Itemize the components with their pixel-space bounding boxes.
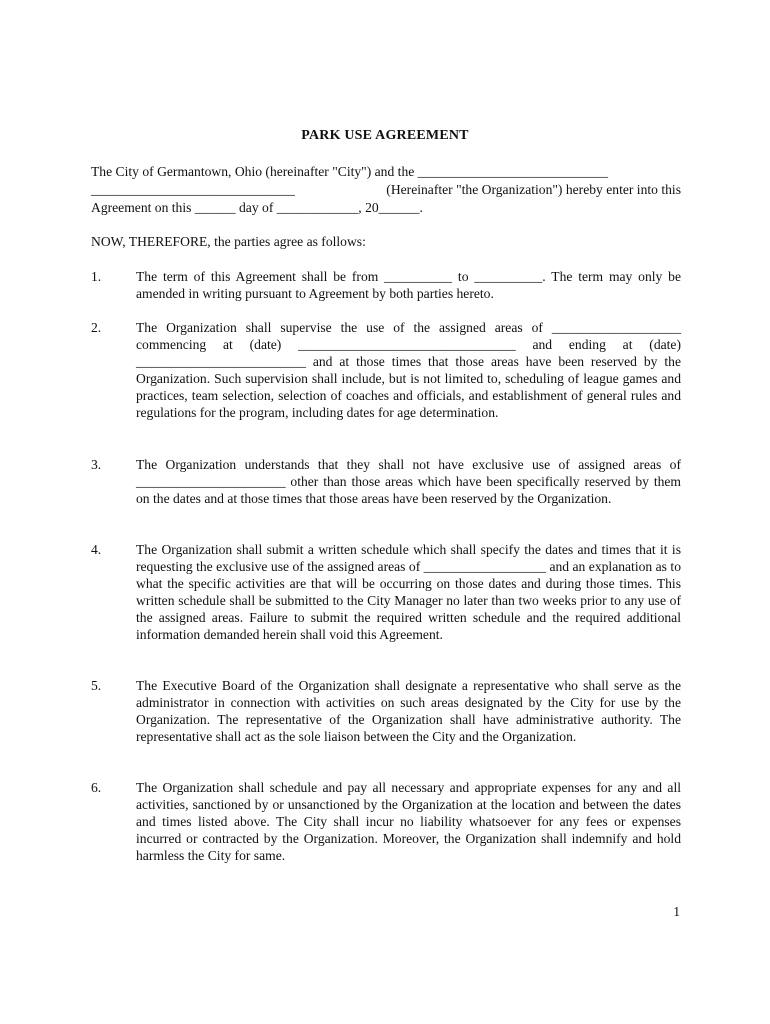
clause-text: The Organization understands that they shall not have exclusive use of assigned areas of ______________________ other than those areas which have been specifically reserved by them on the dates and at those times that those areas have been reserved by the Organization. — [136, 457, 681, 506]
intro-line-2 — [91, 181, 681, 199]
clause-number: 6. — [91, 780, 102, 795]
clause-number: 1. — [91, 269, 102, 284]
document-title: PARK USE AGREEMENT — [301, 128, 469, 143]
intro-line-3: Agreement on this ______ day of ____________, 20______. — [91, 200, 423, 215]
clause-number: 3. — [91, 457, 102, 472]
clause-text: The Executive Board of the Organization shall designate a representative who shall serve as the administrator in connection with activities on such areas designated by the City for use by the Organization. The representative of the Organization shall have administrative authority. The representative shall act as the sole liaison between the City and the Organization. — [136, 678, 681, 744]
intro-paragraph — [91, 163, 681, 217]
intro-line-1: The City of Germantown, Ohio (hereinafter "City") and the ____________________________ — [91, 164, 608, 179]
clause-text: The term of this Agreement shall be from __________ to __________. The term may only be amended in writing pursuant to Agreement by both parties hereto. — [136, 269, 681, 301]
clause-number: 2. — [91, 320, 102, 335]
now-therefore-statement: NOW, THEREFORE, the parties agree as follows: — [91, 234, 366, 249]
clause-number: 5. — [91, 678, 102, 693]
clause-text: The Organization shall submit a written schedule which shall specify the dates and times that it is requesting the exclusive use of the assigned areas of __________________ and an explanation as to what the specific activities are that will be occurring on those dates and during those times. This written schedule shall be submitted to the City Manager no later than two weeks prior to any use of the assigned areas. Failure to submit the required written schedule and the required additional information demanded herein shall void this Agreement. — [136, 542, 681, 642]
agreement-clause — [91, 677, 681, 745]
clause-text: The Organization shall supervise the use of the assigned areas of ___________________ commencing at (date) ________________________________ and ending at (date) _________________________ and at those times that those areas have been reserved by the Organization. Such supervision shall include, but is not limited to, scheduling of league games and practices, team selection, selection of coaches and officials, and establishment of general rules and regulations for the program, including dates for age determination. — [136, 320, 681, 420]
agreement-clause — [91, 319, 681, 421]
clause-text: The Organization shall schedule and pay all necessary and appropriate expenses for any and all activities, sanctioned by or unsanctioned by the Organization at the location and between the dates and times listed above. The City shall incur no liability whatsoever for any fees or expenses incurred or contracted by the Organization. Moreover, the Organization shall indemnify and hold harmless the City for same. — [136, 780, 681, 863]
intro-line-2-text: (Hereinafter "the Organization") hereby enter into this — [386, 182, 681, 197]
clause-number: 4. — [91, 542, 102, 557]
page-number: 1 — [673, 904, 680, 919]
organization-name-blank: ______________________________ — [91, 182, 295, 197]
agreement-clause — [91, 456, 681, 507]
agreement-clause — [91, 268, 681, 302]
agreement-clause — [91, 779, 681, 864]
agreement-clause — [91, 541, 681, 643]
